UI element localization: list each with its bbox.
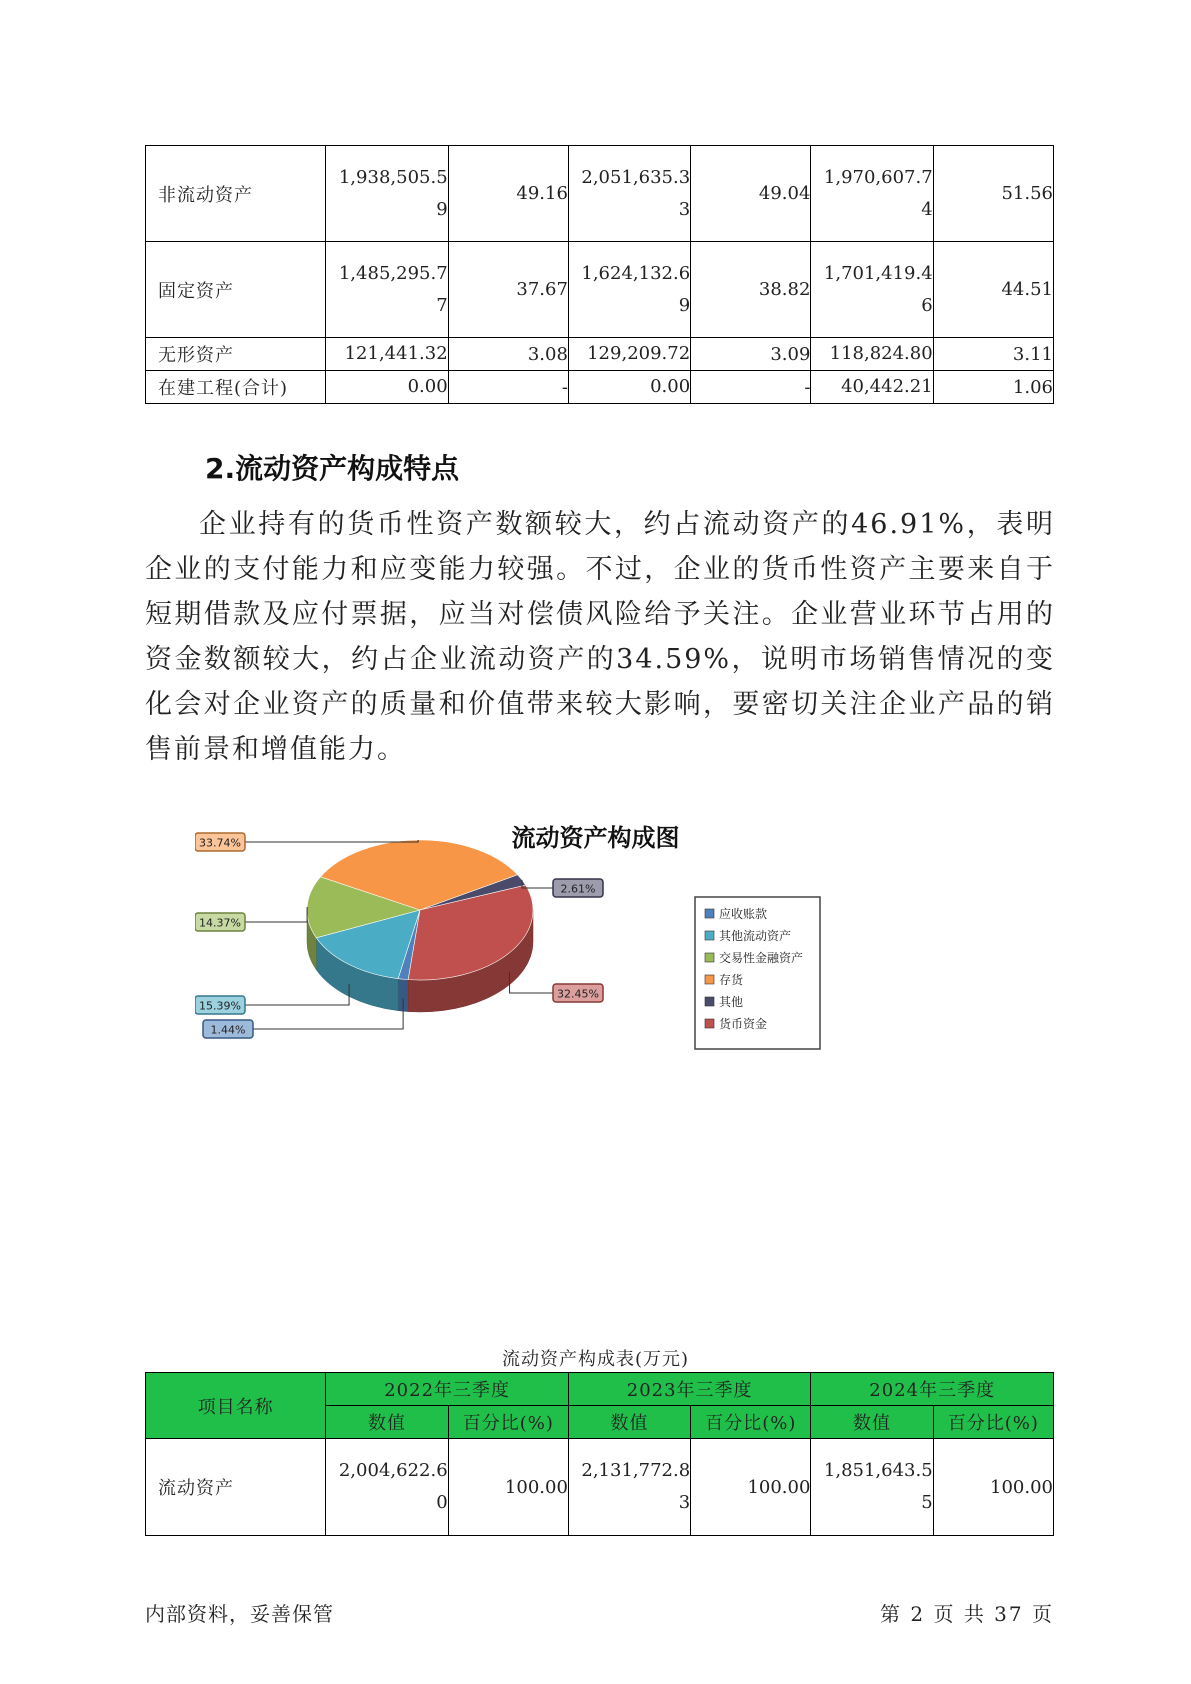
column-header-period: 2023年三季度 [568, 1373, 811, 1406]
row-name: 无形资产 [146, 338, 326, 371]
percent-cell: - [448, 371, 568, 404]
value-cell: 2,131,772.83 [568, 1439, 690, 1536]
percent-cell: 3.11 [933, 338, 1053, 371]
current-assets-table [145, 1372, 1054, 1536]
value-cell: 1,970,607.74 [811, 146, 933, 242]
column-header-period: 2024年三季度 [811, 1373, 1054, 1406]
percent-cell: 100.00 [691, 1439, 811, 1536]
legend-swatch [705, 931, 714, 940]
subheader-percent: 百分比(%) [691, 1406, 811, 1439]
chart-title: 流动资产构成图 [511, 824, 680, 852]
legend-label: 应收账款 [719, 907, 768, 921]
table-row [146, 371, 1054, 404]
percent-cell: 3.08 [448, 338, 568, 371]
table-header-row [146, 1373, 1054, 1406]
legend-label: 其他 [719, 995, 744, 1009]
value-cell: 1,485,295.77 [326, 242, 448, 338]
section-heading: 2.流动资产构成特点 [205, 452, 460, 485]
table-row [146, 242, 1054, 338]
value-cell: 129,209.72 [568, 338, 690, 371]
value-cell: 1,851,643.55 [811, 1439, 933, 1536]
percent-cell: 38.82 [691, 242, 811, 338]
data-label: 15.39% [199, 999, 241, 1013]
row-name: 流动资产 [146, 1439, 326, 1536]
legend-label: 其他流动资产 [719, 929, 792, 943]
pie-chart [195, 805, 835, 1125]
column-header-name: 项目名称 [146, 1373, 326, 1439]
leader-line [245, 907, 307, 922]
subheader-value: 数值 [326, 1406, 448, 1439]
data-label: 1.44% [210, 1023, 246, 1037]
footer-confidential: 内部资料，妥善保管 [145, 1602, 334, 1626]
percent-cell: 44.51 [933, 242, 1053, 338]
leader-line [245, 840, 418, 842]
row-name: 固定资产 [146, 242, 326, 338]
subheader-percent: 百分比(%) [933, 1406, 1053, 1439]
percent-cell: 49.04 [691, 146, 811, 242]
data-label: 14.37% [199, 916, 241, 930]
table-row [146, 338, 1054, 371]
value-cell: 118,824.80 [811, 338, 933, 371]
percent-cell: 100.00 [448, 1439, 568, 1536]
percent-cell: 37.67 [448, 242, 568, 338]
data-label: 2.61% [560, 882, 596, 896]
legend-swatch [705, 1019, 714, 1028]
legend-label: 交易性金融资产 [719, 951, 804, 965]
data-label: 33.74% [199, 836, 241, 850]
percent-cell: 3.09 [691, 338, 811, 371]
value-cell: 1,938,505.59 [326, 146, 448, 242]
value-cell: 1,701,419.46 [811, 242, 933, 338]
subheader-value: 数值 [568, 1406, 690, 1439]
table-row [146, 1439, 1054, 1536]
value-cell: 1,624,132.69 [568, 242, 690, 338]
page-number: 第 2 页 共 37 页 [880, 1602, 1054, 1626]
subheader-value: 数值 [811, 1406, 933, 1439]
subheader-percent: 百分比(%) [448, 1406, 568, 1439]
legend-label: 货币资金 [719, 1017, 768, 1031]
body-paragraph: 企业持有的货币性资产数额较大，约占流动资产的46.91%，表明企业的支付能力和应变能力较强。不过，企业的货币性资产主要来自于短期借款及应付票据，应当对偿债风险给予关注。企业营业环节占用的资金数额较大，约占企业流动资产的34.59%，说明市场销售情况的变化会对企业资产的质量和价值带来较大影响，要密切关注企业产品的销售前景和增值能力。 [145, 509, 1055, 765]
legend-swatch [705, 953, 714, 962]
value-cell: 0.00 [326, 371, 448, 404]
value-cell: 40,442.21 [811, 371, 933, 404]
legend-swatch [705, 975, 714, 984]
legend-swatch [705, 909, 714, 918]
value-cell: 2,004,622.60 [326, 1439, 448, 1536]
percent-cell: 49.16 [448, 146, 568, 242]
value-cell: 121,441.32 [326, 338, 448, 371]
percent-cell: 51.56 [933, 146, 1053, 242]
percent-cell: 1.06 [933, 371, 1053, 404]
data-label: 32.45% [557, 987, 599, 1001]
noncurrent-assets-table [145, 145, 1054, 404]
row-name: 非流动资产 [146, 146, 326, 242]
table-caption: 流动资产构成表(万元) [501, 1349, 690, 1370]
legend-label: 存货 [719, 973, 744, 987]
column-header-period: 2022年三季度 [326, 1373, 569, 1406]
table-row [146, 146, 1054, 242]
percent-cell: 100.00 [933, 1439, 1053, 1536]
value-cell: 0.00 [568, 371, 690, 404]
legend-swatch [705, 997, 714, 1006]
value-cell: 2,051,635.33 [568, 146, 690, 242]
row-name: 在建工程(合计) [146, 371, 326, 404]
percent-cell: - [691, 371, 811, 404]
